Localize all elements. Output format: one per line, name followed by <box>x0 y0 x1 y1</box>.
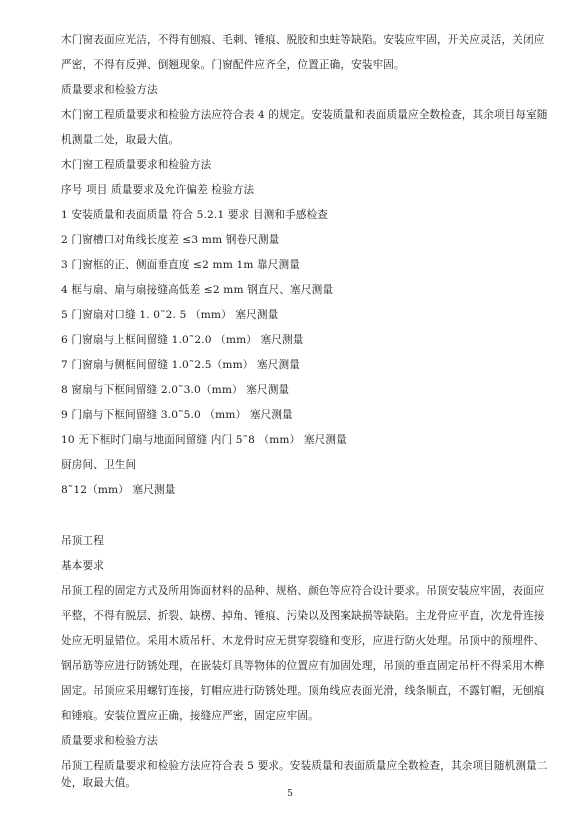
paragraph-line: 固定。吊顶应采用螺钉连接，钉帽应进行防锈处理。顶角线应表面光滑，线条顺直，不露钉帽，无刨痕 <box>61 685 545 697</box>
paragraph-line: 木门窗表面应光洁，不得有刨痕、毛刺、锤痕、脱胶和虫蛀等缺陷。安装应牢固，开关应灵活，关闭应 <box>61 34 545 46</box>
section-heading: 吊顶工程 <box>61 535 104 547</box>
table-row: 10 无下框时门扇与地面间留缝 内门 5˜8 （mm） 塞尺测量 <box>61 434 347 446</box>
table-row: 8˜12（mm） 塞尺测量 <box>61 484 176 496</box>
section-heading: 质量要求和检验方法 <box>61 84 158 96</box>
paragraph-line: 吊顶工程的固定方式及所用饰面材料的品种、规格、颜色等应符合设计要求。吊顶安装应牢固，表面应 <box>61 585 545 597</box>
paragraph-line: 钢吊筋等应进行防锈处理，在嵌装灯具等物体的位置应有加固处理，吊顶的垂直固定吊杆不得采用木榫 <box>61 660 545 672</box>
table-row: 厨房间、卫生间 <box>61 459 137 471</box>
table-row: 1 安装质量和表面质量 符合 5.2.1 要求 目测和手感检查 <box>61 209 329 221</box>
table-row: 6 门窗扇与上框间留缝 1.0˜2.0 （mm） 塞尺测量 <box>61 334 304 346</box>
paragraph-line: 机测量二处，取最大值。 <box>61 134 180 146</box>
table-row: 5 门窗扇对口缝 1. 0˜2. 5 （mm） 塞尺测量 <box>61 309 279 321</box>
table-row: 9 门扇与下框间留缝 3.0˜5.0 （mm） 塞尺测量 <box>61 409 293 421</box>
table-row: 3 门窗框的正、侧面垂直度 ≤2 mm 1m 靠尺测量 <box>61 259 301 271</box>
paragraph-line: 处应无明显错位。采用木质吊杆、木龙骨时应无贯穿裂缝和变形，应进行防火处理。吊顶中的预埋件、 <box>61 635 545 647</box>
section-heading: 质量要求和检验方法 <box>61 735 158 747</box>
table-title: 木门窗工程质量要求和检验方法 <box>61 159 212 171</box>
paragraph-line: 严密，不得有反弹、倒翘现象。门窗配件应齐全，位置正确，安装牢固。 <box>61 59 405 71</box>
section-heading: 基本要求 <box>61 560 104 572</box>
table-row: 4 框与扇、扇与扇接缝高低差 ≤2 mm 钢直尺、塞尺测量 <box>61 284 334 296</box>
paragraph-line: 和锤痕。安装位置应正确，接缝应严密，固定应牢固。 <box>61 710 319 722</box>
table-row: 8 窗扇与下框间留缝 2.0˜3.0（mm） 塞尺测量 <box>61 384 290 396</box>
page-number: 5 <box>287 789 293 799</box>
paragraph-line: 吊顶工程质量要求和检验方法应符合表 5 要求。安装质量和表面质量应全数检查，其余项目随机测量二 <box>61 760 548 772</box>
table-header: 序号 项目 质量要求及允许偏差 检验方法 <box>61 184 255 196</box>
table-row: 2 门窗槽口对角线长度差 ≤3 mm 钢卷尺测量 <box>61 234 280 246</box>
paragraph-line: 处，取最大值。 <box>61 777 137 789</box>
table-row: 7 门窗扇与侧框间留缝 1.0˜2.5（mm） 塞尺测量 <box>61 359 301 371</box>
paragraph-line: 木门窗工程质量要求和检验方法应符合表 4 的规定。安装质量和表面质量应全数检查，其余项目每室随 <box>61 109 548 121</box>
paragraph-line: 平整，不得有脱层、折裂、缺楞、掉角、锤痕、污染以及图案缺损等缺陷。主龙骨应平直，次龙骨连接 <box>61 610 545 622</box>
